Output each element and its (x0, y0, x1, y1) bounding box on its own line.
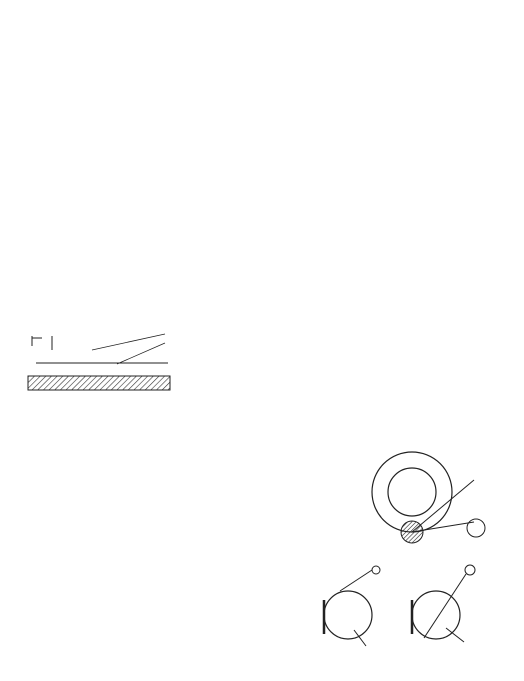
toroid-figure (366, 440, 496, 550)
layer-winding-figure (22, 326, 202, 404)
winding-principle-figure (294, 560, 518, 660)
